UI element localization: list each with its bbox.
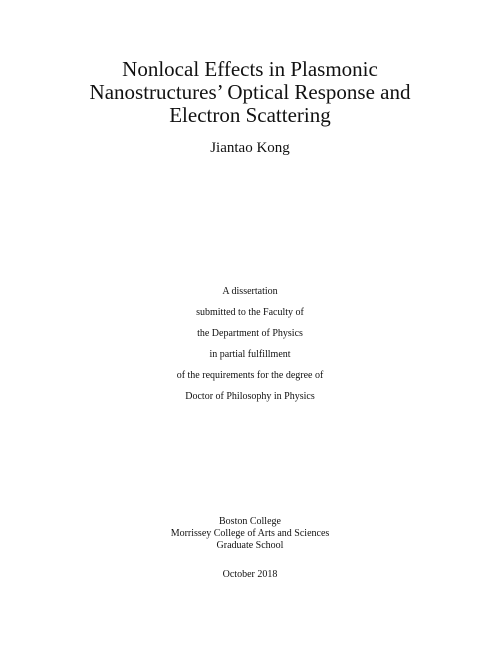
dissertation-statement bbox=[0, 286, 500, 412]
submission-date: October 2018 bbox=[222, 569, 278, 580]
institution-line: Morrissey College of Arts and Sciences bbox=[170, 528, 330, 539]
title-line: Electron Scattering bbox=[169, 103, 331, 127]
dissertation-title bbox=[0, 58, 500, 127]
title-line: Nonlocal Effects in Plasmonic bbox=[122, 57, 378, 81]
institution-line: Graduate School bbox=[216, 540, 284, 551]
statement-line: the Department of Physics bbox=[197, 328, 303, 339]
author-name: Jiantao Kong bbox=[210, 140, 290, 156]
statement-line: of the requirements for the degree of bbox=[176, 370, 324, 381]
statement-line: A dissertation bbox=[222, 286, 278, 297]
institution-line: Boston College bbox=[219, 516, 281, 527]
statement-line: Doctor of Philosophy in Physics bbox=[185, 391, 315, 402]
statement-line: submitted to the Faculty of bbox=[196, 307, 304, 318]
statement-line: in partial fulfillment bbox=[209, 349, 291, 360]
institution-block bbox=[0, 516, 500, 552]
title-line: Nanostructures’ Optical Response and bbox=[89, 80, 411, 104]
